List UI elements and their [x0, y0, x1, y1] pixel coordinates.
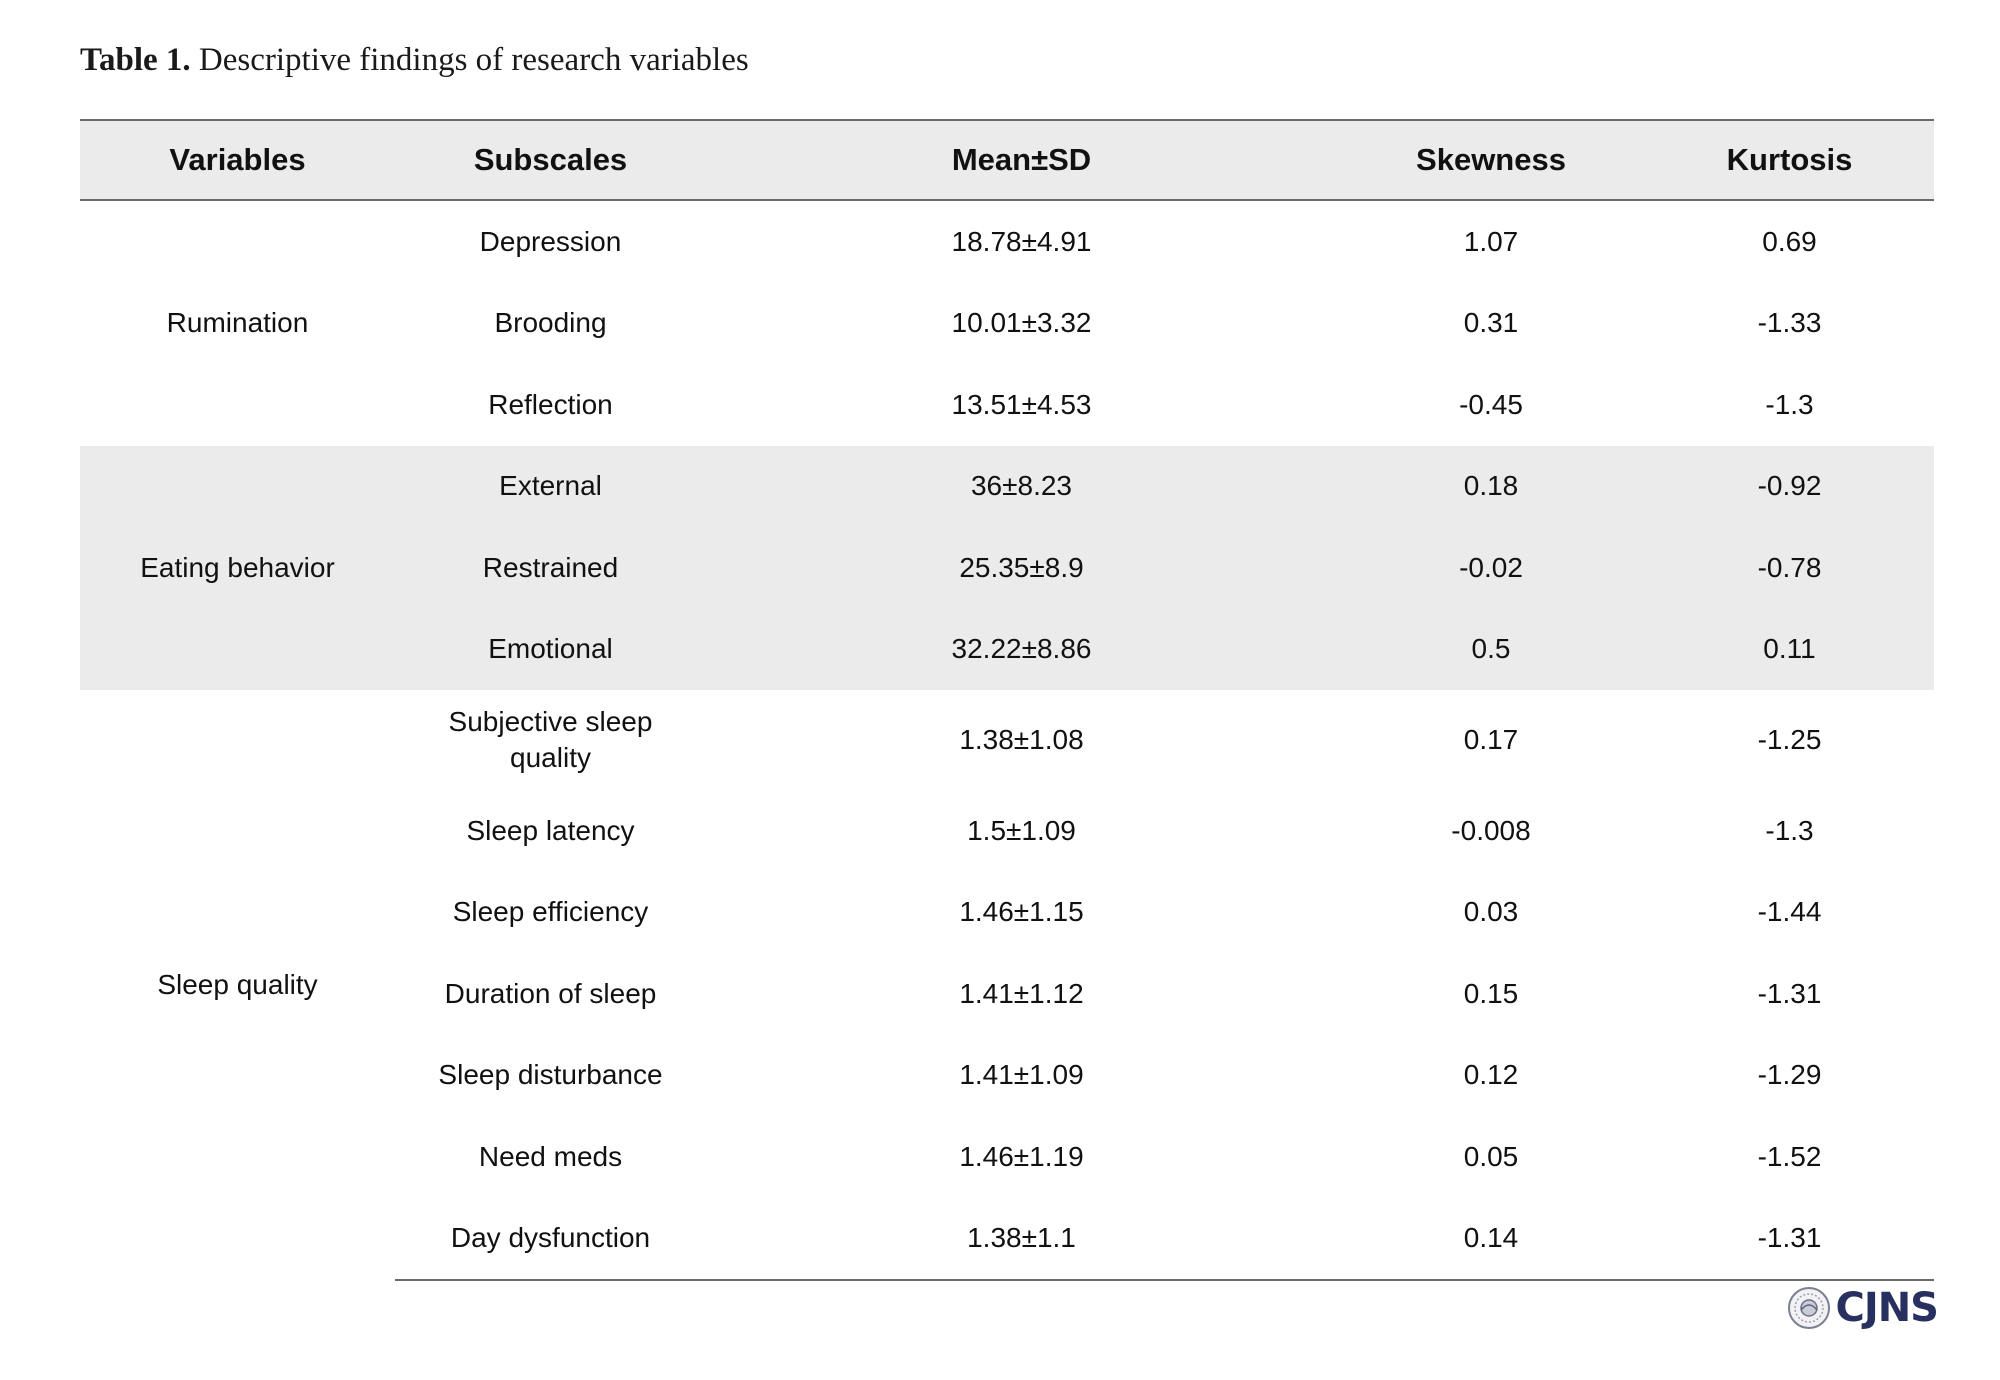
kurtosis-cell: -0.78	[1757, 551, 1822, 583]
subscale-cell: Sleep latency	[466, 814, 635, 846]
mean-sd-cell: 18.78±4.91	[951, 225, 1092, 257]
skewness-cell: 0.03	[1463, 896, 1519, 928]
subscale-cell: External	[499, 470, 602, 502]
table-row	[80, 690, 1934, 790]
skewness-cell: 0.31	[1463, 307, 1519, 339]
subscale-cell: Subjective sleep quality	[448, 706, 653, 773]
skewness-cell: -0.008	[1451, 814, 1531, 846]
variable-cell: Sleep quality	[157, 969, 318, 1000]
subscale-cell: Sleep efficiency	[452, 896, 649, 928]
mean-sd-cell: 1.5±1.09	[967, 814, 1076, 846]
mean-sd-cell: 1.38±1.08	[959, 724, 1084, 755]
table-header	[80, 120, 1934, 200]
caption-label: Table 1.	[80, 42, 191, 78]
kurtosis-cell: -1.52	[1757, 1140, 1822, 1172]
subscale-cell: Duration of sleep	[444, 977, 657, 1009]
kurtosis-cell: -1.31	[1757, 977, 1822, 1009]
journal-logo-text: CJNS	[1835, 1285, 1938, 1331]
subscale-cell: Reflection	[488, 388, 613, 420]
group-eating-behavior	[80, 446, 1934, 691]
subscale-cell: Depression	[479, 225, 622, 257]
kurtosis-cell: 0.11	[1763, 633, 1816, 665]
kurtosis-cell: -1.31	[1645, 1198, 1934, 1281]
kurtosis-cell: 0.69	[1762, 225, 1817, 257]
table-row	[80, 200, 1934, 283]
subscale-cell: Restrained	[482, 551, 619, 583]
header-kurtosis: Kurtosis	[1645, 120, 1934, 200]
mean-sd-cell: 1.46±1.19	[959, 1140, 1084, 1172]
table-caption	[80, 42, 749, 79]
mean-sd-cell: 1.41±1.09	[959, 1059, 1084, 1091]
mean-sd-cell: 32.22±8.86	[951, 633, 1092, 665]
caption-text: Descriptive findings of research variables	[198, 42, 749, 78]
skewness-cell: 0.12	[1463, 1059, 1519, 1091]
variable-cell: Eating behavior	[140, 551, 335, 583]
subscale-cell: Need meds	[478, 1140, 623, 1172]
skewness-cell: 1.07	[1463, 225, 1519, 257]
skewness-cell: 0.15	[1463, 977, 1519, 1009]
skewness-cell: -0.45	[1459, 388, 1523, 420]
skewness-cell: -0.02	[1459, 551, 1523, 583]
mean-sd-cell: 1.38±1.1	[706, 1198, 1337, 1281]
mean-sd-cell: 10.01±3.32	[951, 307, 1092, 339]
mean-sd-cell: 25.35±8.9	[959, 551, 1084, 583]
kurtosis-cell: -0.92	[1757, 470, 1822, 502]
mean-sd-cell: 1.41±1.12	[959, 977, 1084, 1009]
group-sleep-quality	[80, 690, 1934, 1280]
mean-sd-cell: 1.46±1.15	[959, 896, 1084, 928]
kurtosis-cell: -1.29	[1757, 1059, 1822, 1091]
kurtosis-cell: -1.3	[1765, 388, 1814, 420]
skewness-cell: 0.14	[1337, 1198, 1645, 1281]
skewness-cell: 0.5	[1471, 633, 1511, 665]
kurtosis-cell: -1.33	[1757, 307, 1822, 339]
kurtosis-cell: -1.3	[1765, 814, 1814, 846]
subscale-cell: Sleep disturbance	[438, 1059, 663, 1091]
subscale-cell: Emotional	[488, 633, 613, 665]
subscale-cell: Brooding	[494, 307, 607, 339]
group-rumination	[80, 200, 1934, 446]
skewness-cell: 0.17	[1463, 724, 1519, 755]
subscale-cell: Day dysfunction	[395, 1198, 706, 1281]
journal-logo	[1787, 1283, 1938, 1333]
kurtosis-cell: -1.44	[1757, 896, 1822, 928]
header-skewness: Skewness	[1337, 120, 1645, 200]
skewness-cell: 0.18	[1463, 470, 1519, 502]
skewness-cell: 0.05	[1463, 1140, 1519, 1172]
kurtosis-cell: -1.25	[1757, 724, 1822, 755]
variable-cell: Rumination	[166, 307, 309, 339]
mean-sd-cell: 13.51±4.53	[951, 388, 1092, 420]
header-subscales: Subscales	[395, 120, 706, 200]
header-mean-sd: Mean±SD	[706, 120, 1337, 200]
table-row	[80, 446, 1934, 528]
header-variables: Variables	[80, 120, 395, 200]
journal-seal-icon	[1787, 1286, 1831, 1330]
mean-sd-cell: 36±8.23	[970, 470, 1072, 502]
descriptive-table	[80, 119, 1934, 1281]
